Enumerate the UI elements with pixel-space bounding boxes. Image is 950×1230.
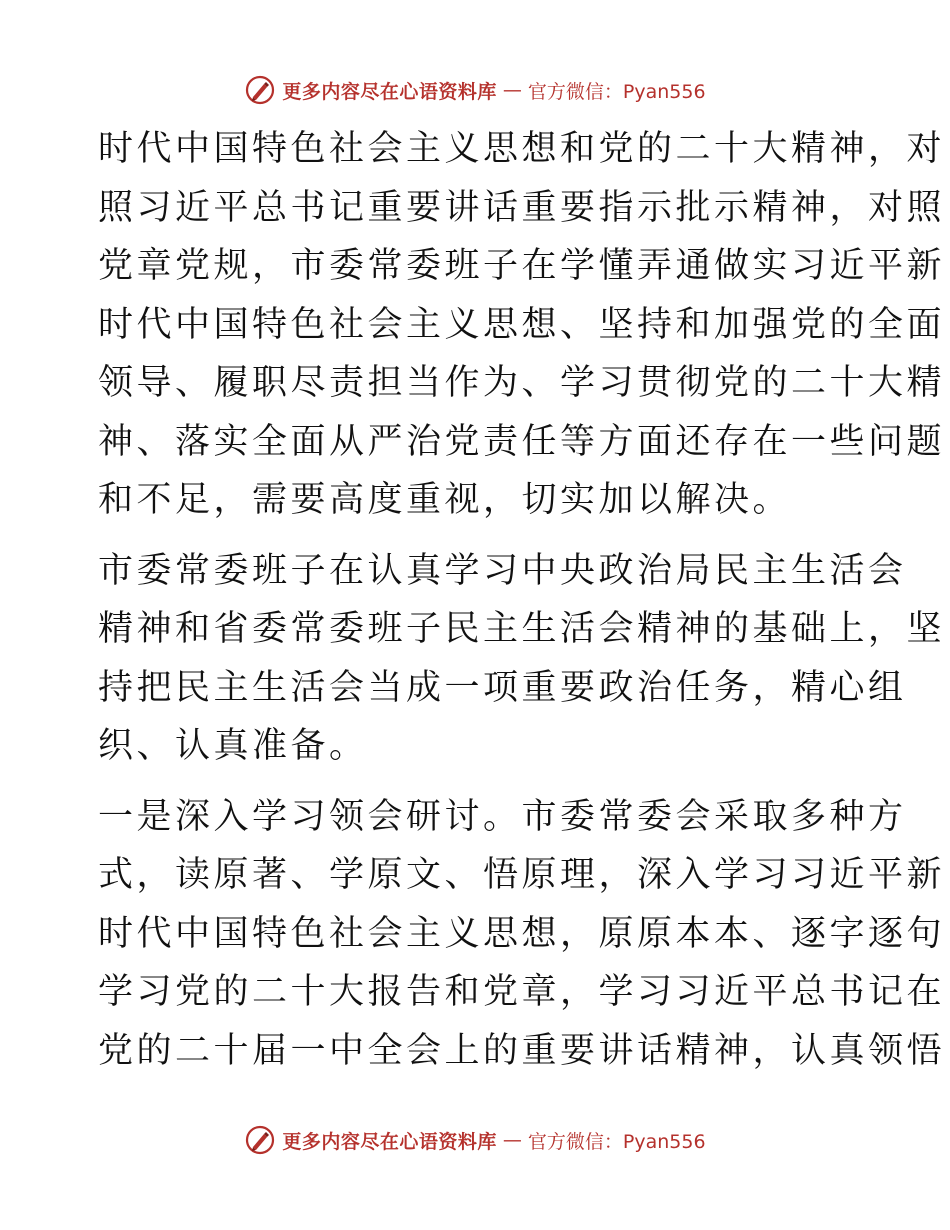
watermark-brand: 更多内容尽在心语资料库 xyxy=(282,80,497,103)
text-line: 神、落实全面从严治党责任等方面还存在一些问题 xyxy=(98,421,946,462)
text-line: 织、认真准备。 xyxy=(98,726,368,766)
text-line: 时代中国特色社会主义思想和党的二十大精神，对 xyxy=(98,129,946,169)
header-watermark xyxy=(0,70,950,110)
text-line: 市委常委班子在认真学习中央政治局民主生活会 xyxy=(98,550,907,591)
watermark-wechat: 官方微信：Pyan556 xyxy=(527,1130,706,1153)
text-line: 党章党规，市委常委班子在学懂弄通做实习近平新 xyxy=(98,246,946,286)
paragraph-3 xyxy=(98,788,946,1081)
pen-logo-icon xyxy=(244,1124,276,1156)
watermark-separator: — xyxy=(502,79,522,101)
watermark-separator: — xyxy=(502,1129,522,1151)
paragraph-2 xyxy=(98,542,946,776)
text-line: 精神和省委常委班子民主生活会精神的基础上，坚 xyxy=(98,609,946,649)
text-line: 时代中国特色社会主义思想，原原本本、逐字逐句 xyxy=(98,913,946,954)
text-line: 持把民主生活会当成一项重要政治任务，精心组 xyxy=(98,667,907,708)
document-body xyxy=(98,120,946,1092)
text-line: 式，读原著、学原文、悟原理，深入学习习近平新 xyxy=(98,855,946,895)
text-line: 学习党的二十大报告和党章，学习习近平总书记在 xyxy=(98,972,946,1012)
text-line: 和不足，需要高度重视，切实加以解决。 xyxy=(98,480,792,520)
footer-watermark xyxy=(0,1120,950,1160)
text-line: 时代中国特色社会主义思想、坚持和加强党的全面 xyxy=(98,304,946,345)
text-line: 党的二十届一中全会上的重要讲话精神，认真领悟 xyxy=(98,1030,946,1071)
text-line: 照习近平总书记重要讲话重要指示批示精神，对照 xyxy=(98,187,946,228)
watermark-brand: 更多内容尽在心语资料库 xyxy=(282,1130,497,1153)
paragraph-1 xyxy=(98,120,946,530)
pen-logo-icon xyxy=(244,74,276,106)
text-line: 领导、履职尽责担当作为、学习贯彻党的二十大精 xyxy=(98,363,946,403)
text-line: 一是深入学习领会研讨。市委常委会采取多种方 xyxy=(98,796,907,837)
watermark-wechat: 官方微信：Pyan556 xyxy=(527,80,706,103)
